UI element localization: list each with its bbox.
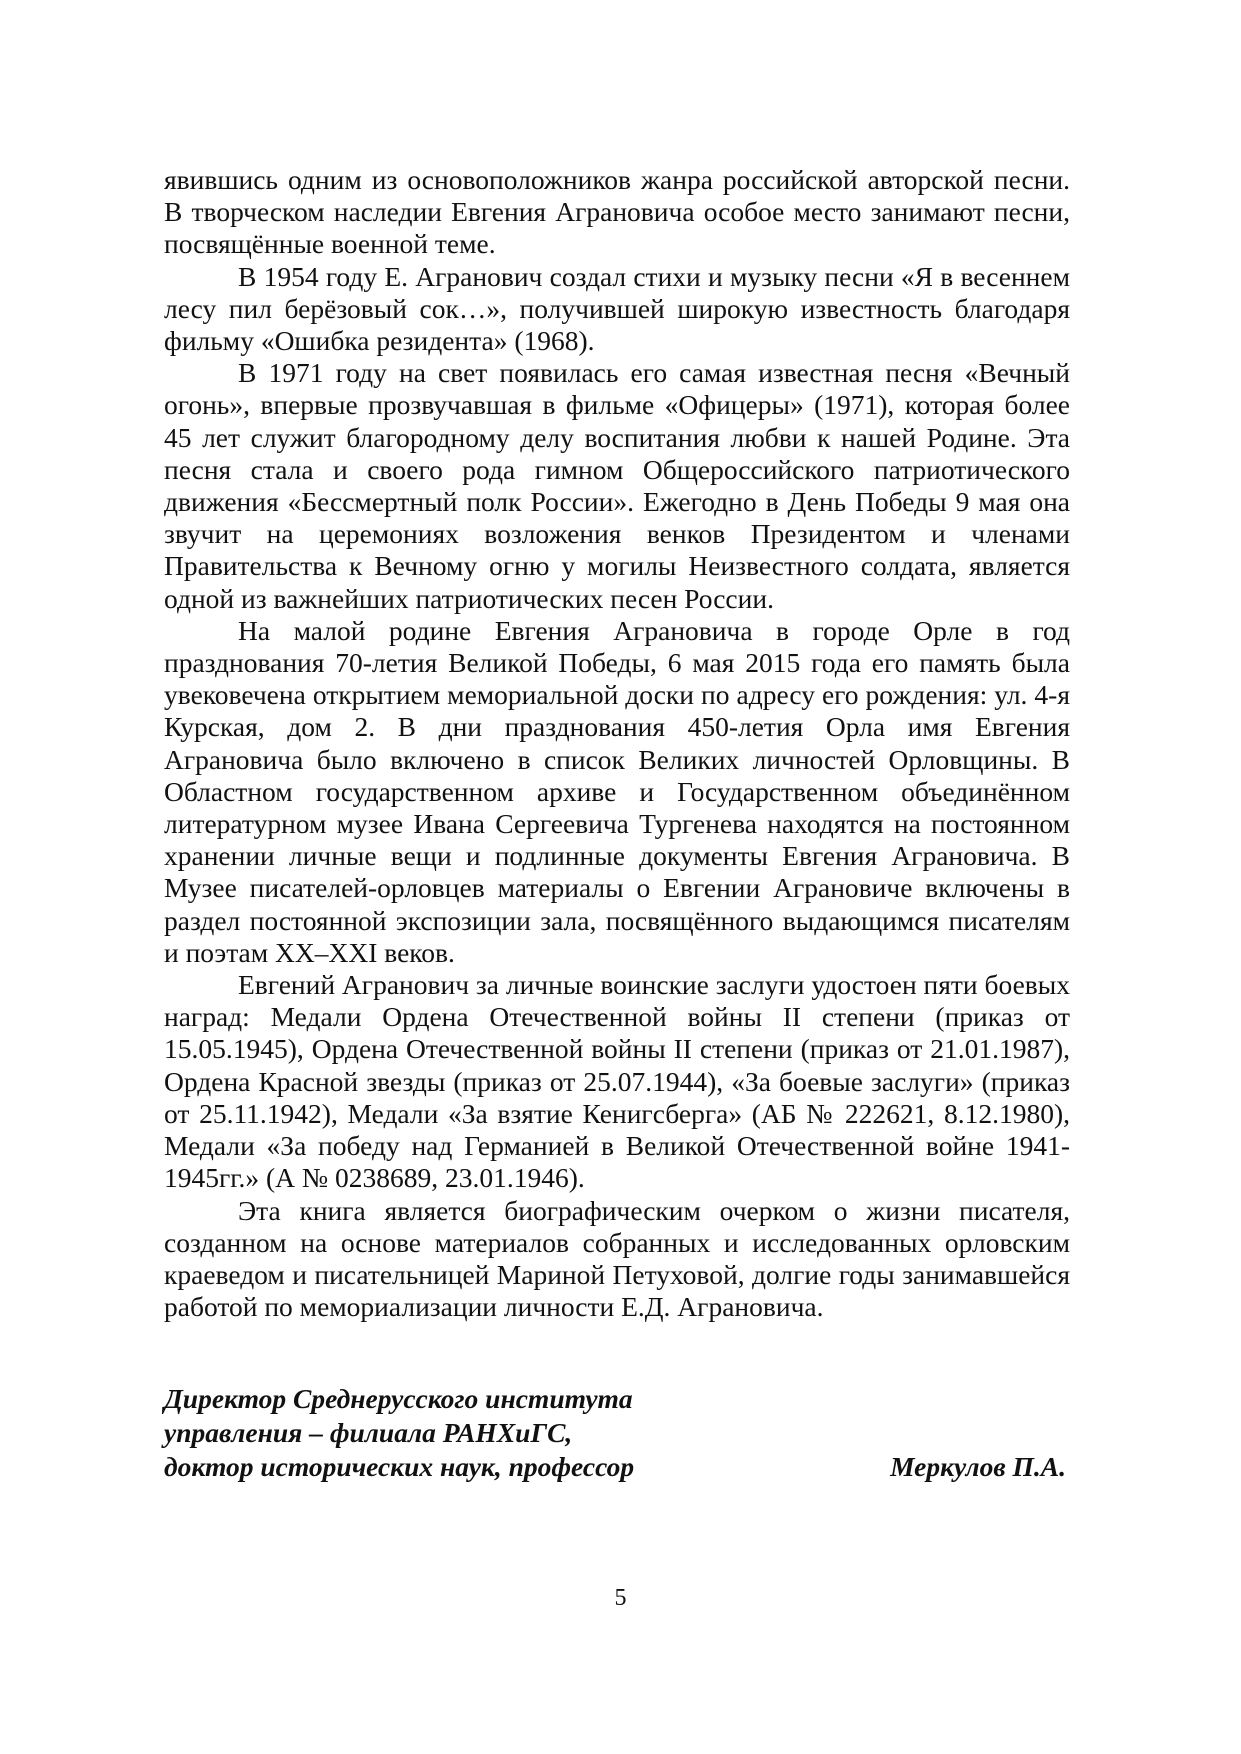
signature-title-line: управления – филиала РАНХиГС, <box>164 1417 573 1448</box>
signature-block <box>164 1382 1070 1484</box>
paragraph: явившись одним из основоположников жанра российской авторской песни. В творческом наследии Евгения Аграновича особое место занимают песни, посвящённые военной теме. <box>164 164 1070 260</box>
signature-name: Меркулов П.А. <box>890 1451 1066 1482</box>
page-number: 5 <box>614 1585 627 1611</box>
body-text <box>164 164 1070 1323</box>
paragraph: На малой родине Евгения Аграновича в городе Орле в год празднования 70-летия Великой Победы, 6 мая 2015 года его память была увековечена открытием мемориальной доски по адресу его рождения: ул. 4-я Курская, дом 2. В дни празднования 450-летия Орла имя Евгения Аграновича было включено в список Великих личностей Орловщины. В Областном государственном архиве и Государственном объединённом литературном музее Ивана Сергеевича Тургенева находятся на постоянном хранении личные вещи и подлинные документы Евгения Аграновича. В Музее писателей-орловцев материалы о Евгении Аграновиче включены в раздел постоянной экспозиции зала, посвящённого выдающимся писателям и поэтам XX–XXI веков. <box>164 614 1070 968</box>
signature-title-line: доктор исторических наук, профессор <box>164 1451 635 1482</box>
paragraph: В 1954 году Е. Агранович создал стихи и музыку песни «Я в весеннем лесу пил берёзовый сок…», получившей широкую известность благодаря фильму «Ошибка резидента» (1968). <box>164 260 1070 357</box>
paragraph: Евгений Агранович за личные воинские заслуги удостоен пяти боевых наград: Медали Ордена Отечественной войны II степени (приказ от 15.05.1945), Ордена Отечественной войны II степени (приказ от 21.01.1987), Ордена Красной звезды (приказ от 25.07.1944), «За боевые заслуги» (приказ от 25.11.1942), Медали «За взятие Кенигсберга» (АБ № 222621, 8.12.1980), Медали «За победу над Германией в Великой Отечественной войне 1941-1945гг.» (А № 0238689, 23.01.1946). <box>164 969 1071 1194</box>
paragraph: Эта книга является биографическим очерком о жизни писателя, созданном на основе материалов собранных и исследованных орловским краеведом и писательницей Мариной Петуховой, долгие годы занимавшейся работой по мемориализации личности Е.Д. Аграновича. <box>164 1194 1070 1323</box>
signature-title-line: Директор Среднерусского института <box>164 1383 633 1414</box>
paragraph: В 1971 году на свет появилась его самая известная песня «Вечный огонь», впервые прозвучавшая в фильме «Офицеры» (1971), которая более 45 лет служит благородному делу воспитания любви к нашей Родине. Эта песня стала и своего рода гимном Общероссийского патриотического движения «Бессмертный полк России». Ежегодно в День Победы 9 мая она звучит на церемониях возложения венков Президентом и членами Правительства к Вечному огню у могилы Неизвестного солдата, является одной из важнейших патриотических песен России. <box>164 357 1070 614</box>
